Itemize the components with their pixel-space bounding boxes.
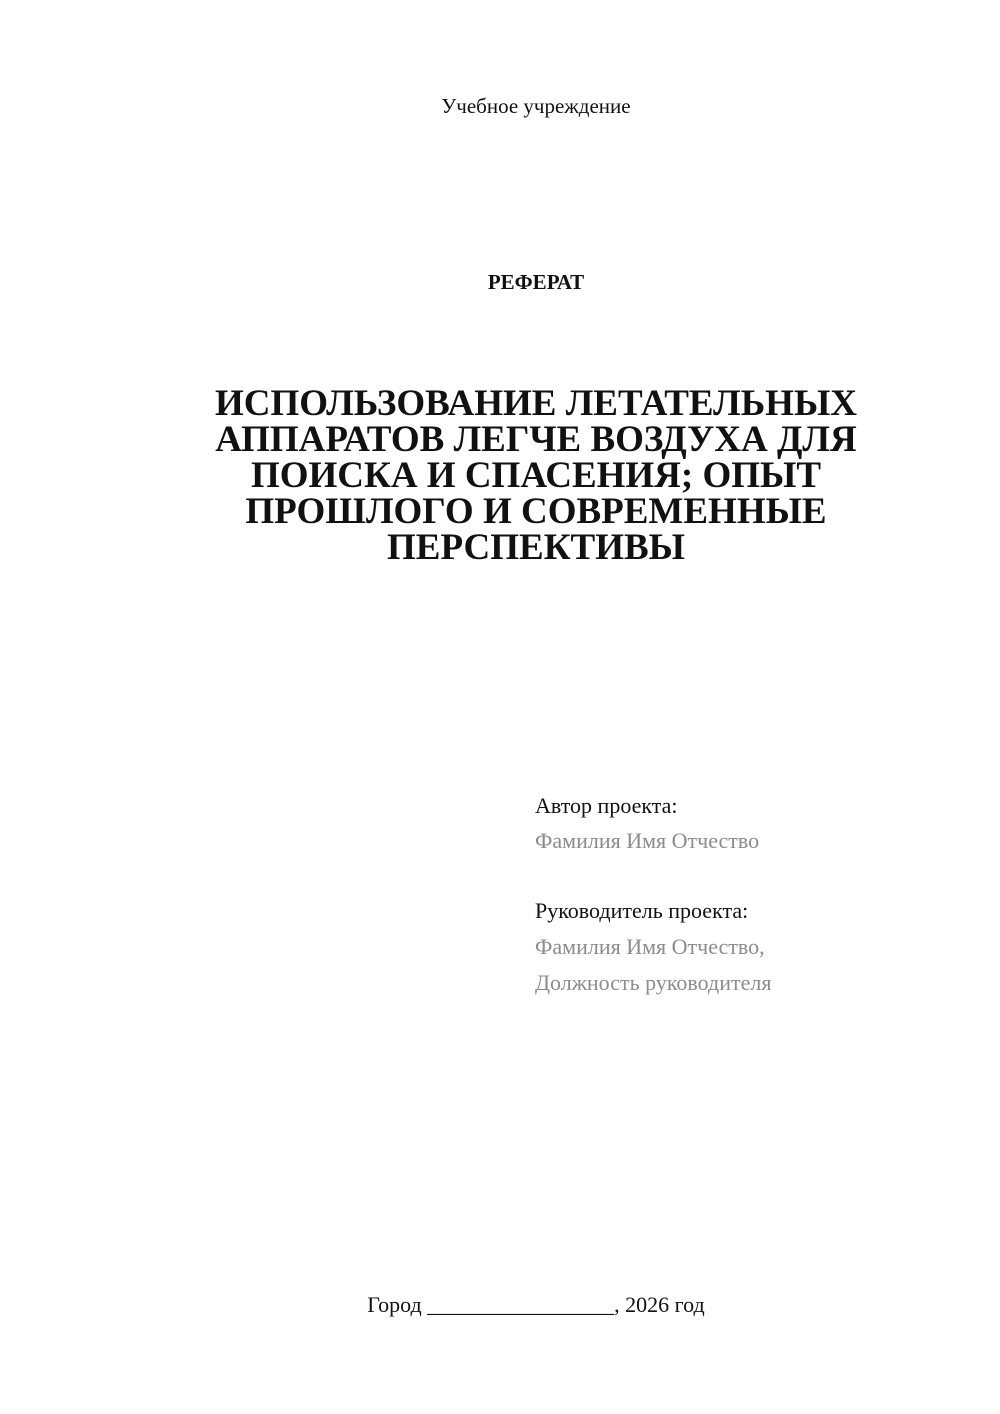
supervisor-position-placeholder: Должность руководителя bbox=[535, 970, 772, 995]
author-name-placeholder: Фамилия Имя Отчество bbox=[535, 828, 760, 853]
title-line: ИСПОЛЬЗОВАНИЕ ЛЕТАТЕЛЬНЫХ bbox=[215, 383, 857, 424]
title-line: ПОИСКА И СПАСЕНИЯ; ОПЫТ bbox=[250, 455, 822, 496]
city-year-footer: Город _________________, 2026 год bbox=[367, 1292, 705, 1317]
supervisor-label: Руководитель проекта: bbox=[535, 898, 749, 923]
document-title bbox=[186, 383, 886, 568]
title-line: АППАРАТОВ ЛЕГЧЕ ВОЗДУХА ДЛЯ bbox=[215, 419, 857, 460]
author-label: Автор проекта: bbox=[535, 793, 678, 818]
supervisor-block bbox=[535, 893, 975, 1001]
supervisor-name-placeholder: Фамилия Имя Отчество, bbox=[535, 934, 765, 959]
document-type: РЕФЕРАТ bbox=[487, 270, 585, 294]
institution-name: Учебное учреждение bbox=[441, 94, 631, 118]
author-block bbox=[535, 788, 975, 858]
title-line: ПРОШЛОГО И СОВРЕМЕННЫЕ bbox=[245, 491, 827, 532]
title-line: ПЕРСПЕКТИВЫ bbox=[387, 527, 685, 568]
